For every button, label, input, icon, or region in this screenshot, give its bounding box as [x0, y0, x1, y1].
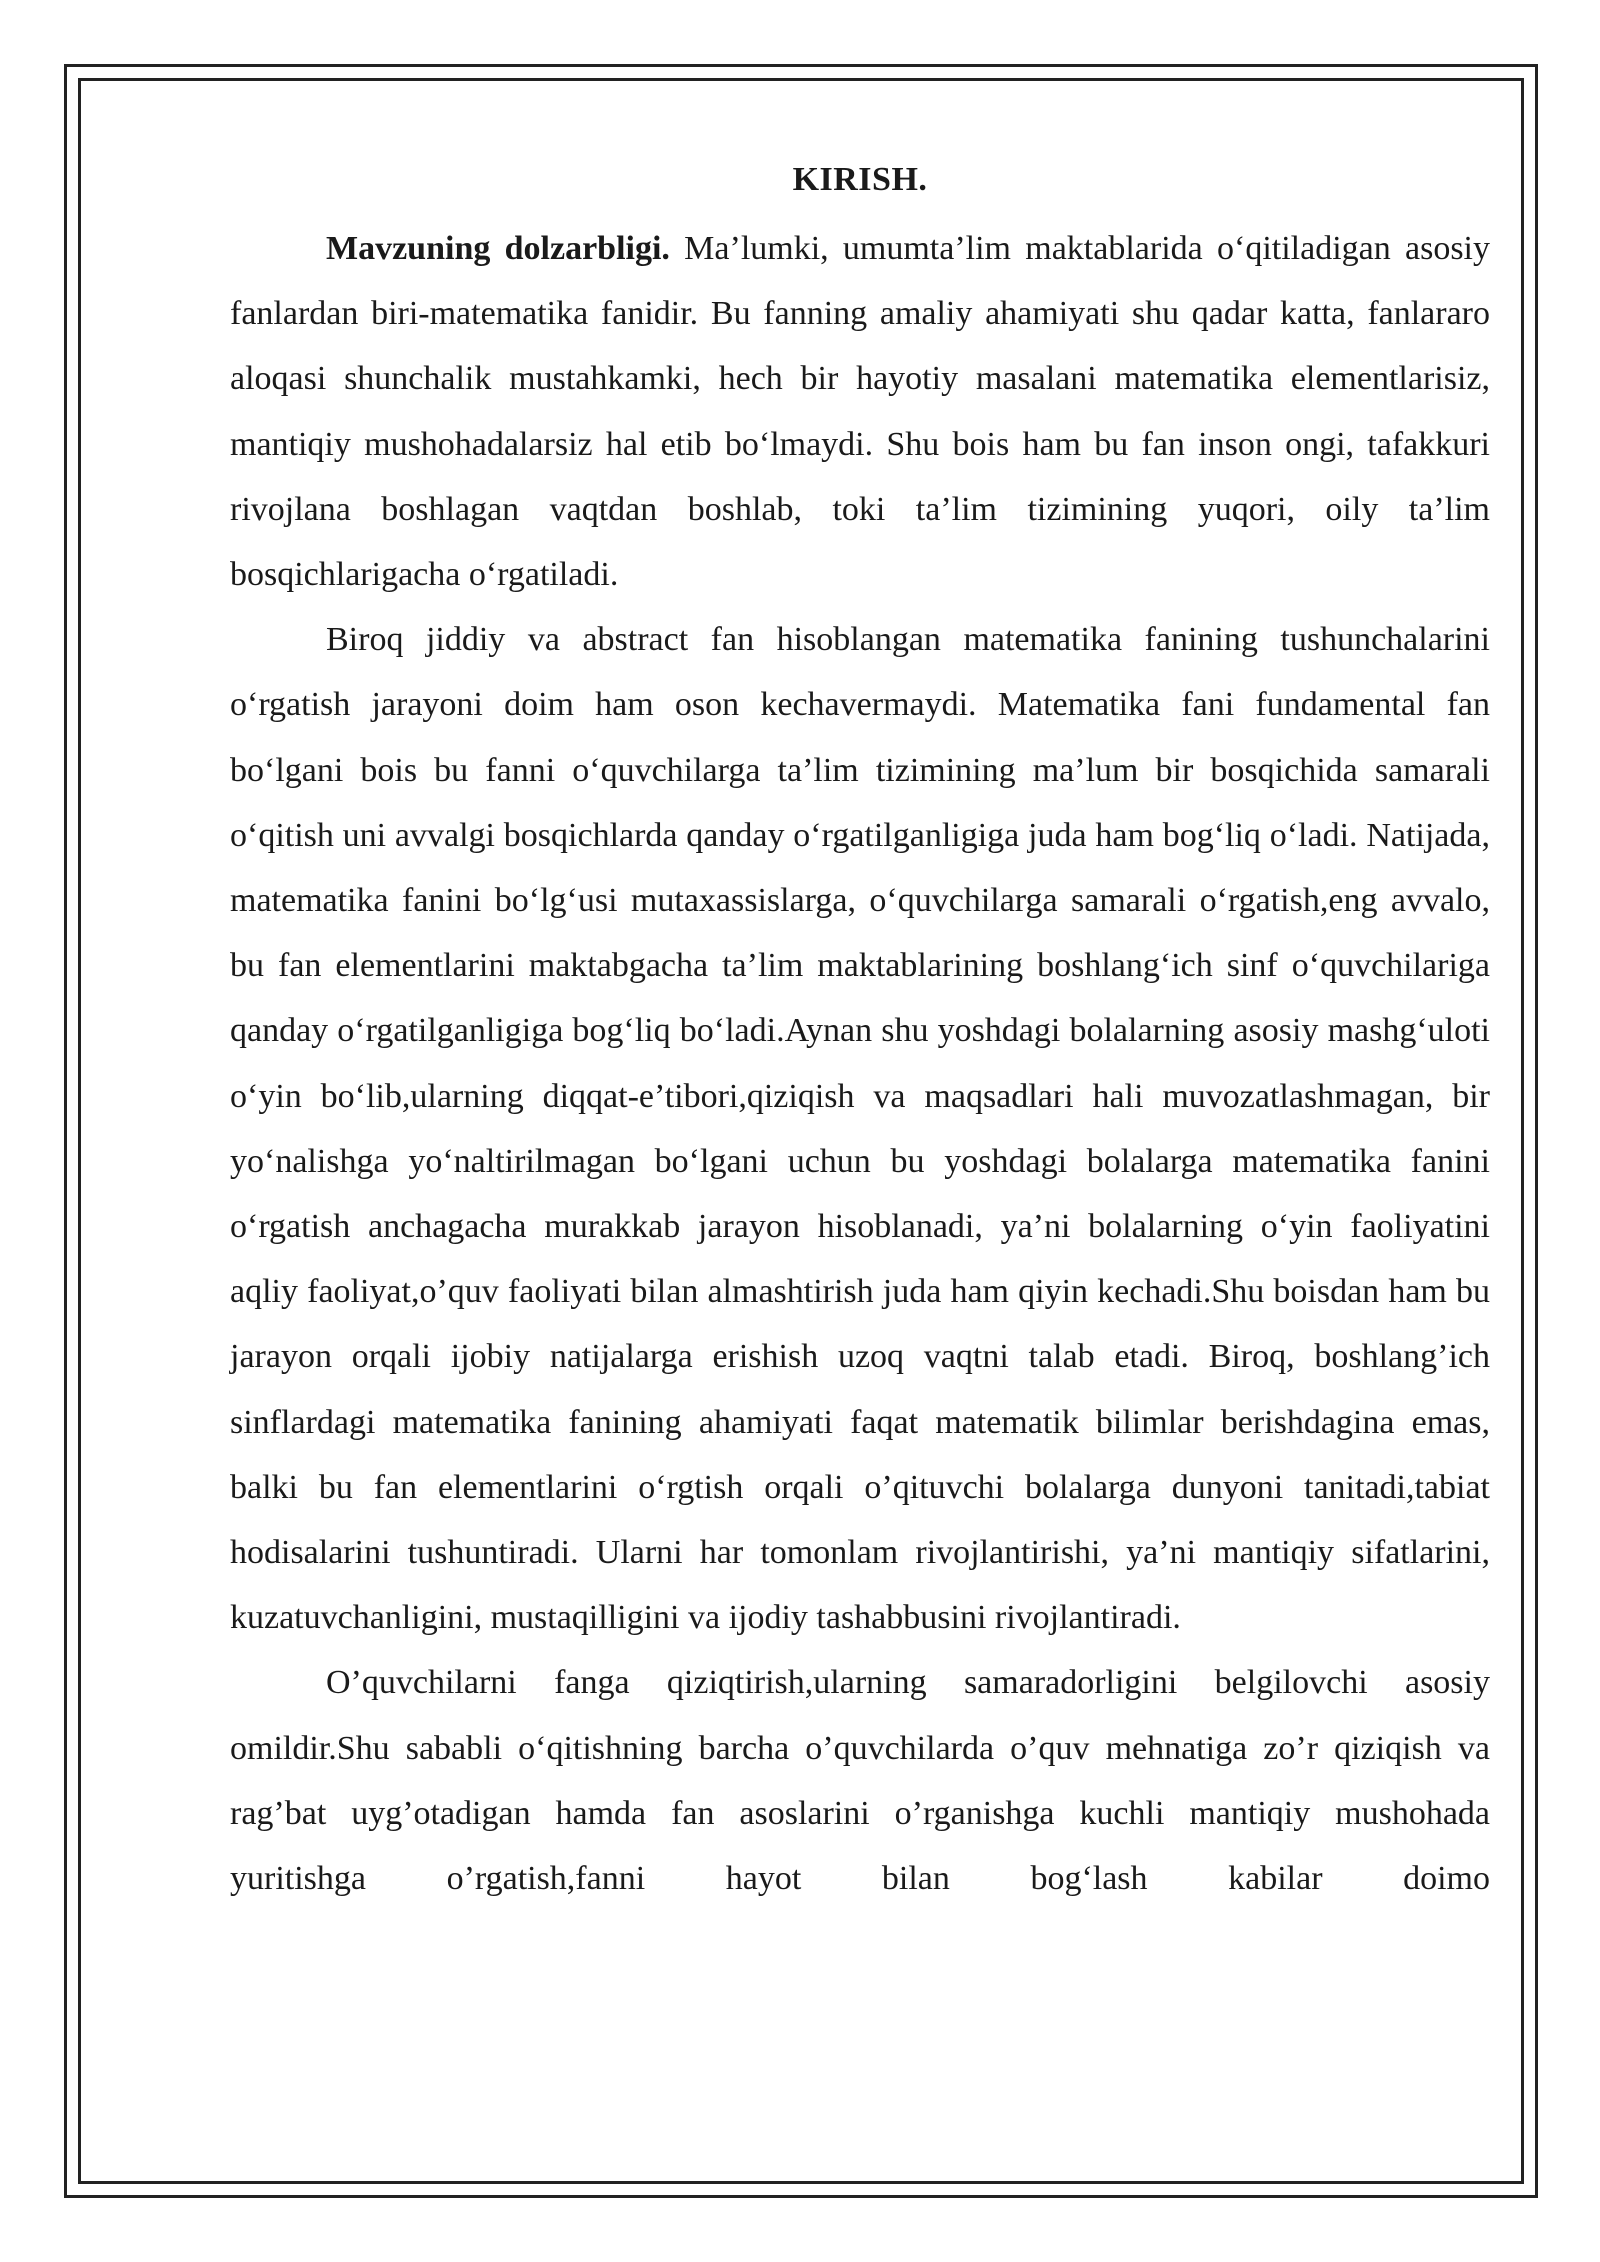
paragraph-text: O’quvchilarni fanga qiziqtirish,ularning samaradorligini belgilovchi asosiy omildir.Shu sababli o‘qitishning barcha o’quvchilarda o’quv mehnatiga zo’r qiziqish va rag’bat uyg’otadigan hamda fan asoslarini o’rganishga kuchli mantiqiy mushohada yuritishga o’rgatish,fanni hayot bilan bog‘lash kabilar doimo [230, 1664, 1490, 1898]
paragraph-relevance [230, 216, 1490, 607]
section-title: KIRISH. [792, 161, 928, 198]
paragraph-body [230, 1650, 1490, 1911]
paragraph-text: Ma’lumki, umumta’lim maktablarida o‘qitiladigan asosiy fanlardan biri-matematika fanidir. Bu fanning amaliy ahamiyati shu qadar katta, fanlararo aloqasi shunchalik mustahkamki, hech bir hayotiy masalani matematika elementlarisiz, mantiqiy mushohadalarsiz hal etib bo‘lmaydi. Shu bois ham bu fan inson ongi, tafakkuri rivojlana boshlagan vaqtdan boshlab, toki ta’lim tizimining yuqori, oily ta’lim bosqichlarigacha o‘rgatiladi. [230, 230, 1491, 594]
document-body [230, 150, 1490, 1911]
paragraph-text: Biroq jiddiy va abstract fan hisoblangan matematika fanining tushunchalarini o‘rgatish jarayoni doim ham oson kechavermaydi. Matematika fani fundamental fan bo‘lgani bois bu fanni o‘quvchilarga ta’lim tizimining ma’lum bir bosqichida samarali o‘qitish uni avvalgi bosqichlarda qanday o‘rgatilganligiga juda ham bog‘liq o‘ladi. Natijada, matematika fanini bo‘lg‘usi mutaxassislarga, o‘quvchilarga samarali o‘rgatish,eng avvalo, bu fan elementlarini maktabgacha ta’lim maktablarining boshlang‘ich sinf o‘quvchilariga qanday o‘rgatilganligiga bog‘liq bo‘ladi.Aynan shu yoshdagi bolalarning asosiy mashg‘uloti o‘yin bo‘lib,ularning diqqat-e’tibori,qiziqish va maqsadlari hali muvozatlashmagan, bir yo‘nalishga yo‘naltirilmagan bo‘lgani uchun bu yoshdagi bolalarga matematika fanini o‘rgatish anchagacha murakkab jarayon hisoblanadi, ya’ni bolalarning o‘yin faoliyatini aqliy faoliyat,o’quv faoliyati bilan almashtirish juda ham qiyin kechadi.Shu boisdan ham bu jarayon orqali ijobiy natijalarga erishish uzoq vaqtni talab etadi. Biroq, boshlang’ich sinflardagi matematika fanining ahamiyati faqat matematik bilimlar berishdagina emas, balki bu fan elementlarini o‘rgtish orqali o’qituvchi bolalarga dunyoni tanitadi,tabiat hodisalarini tushuntiradi. Ularni har tomonlam rivojlantirishi, ya’ni mantiqiy sifatlarini, kuzatuvchanligini, mustaqilligini va ijodiy tashabbusini rivojlantiradi. [230, 621, 1490, 1637]
paragraph-lead-heading: Mavzuning dolzarbligi. [326, 230, 670, 267]
paragraph-body [230, 607, 1490, 1650]
